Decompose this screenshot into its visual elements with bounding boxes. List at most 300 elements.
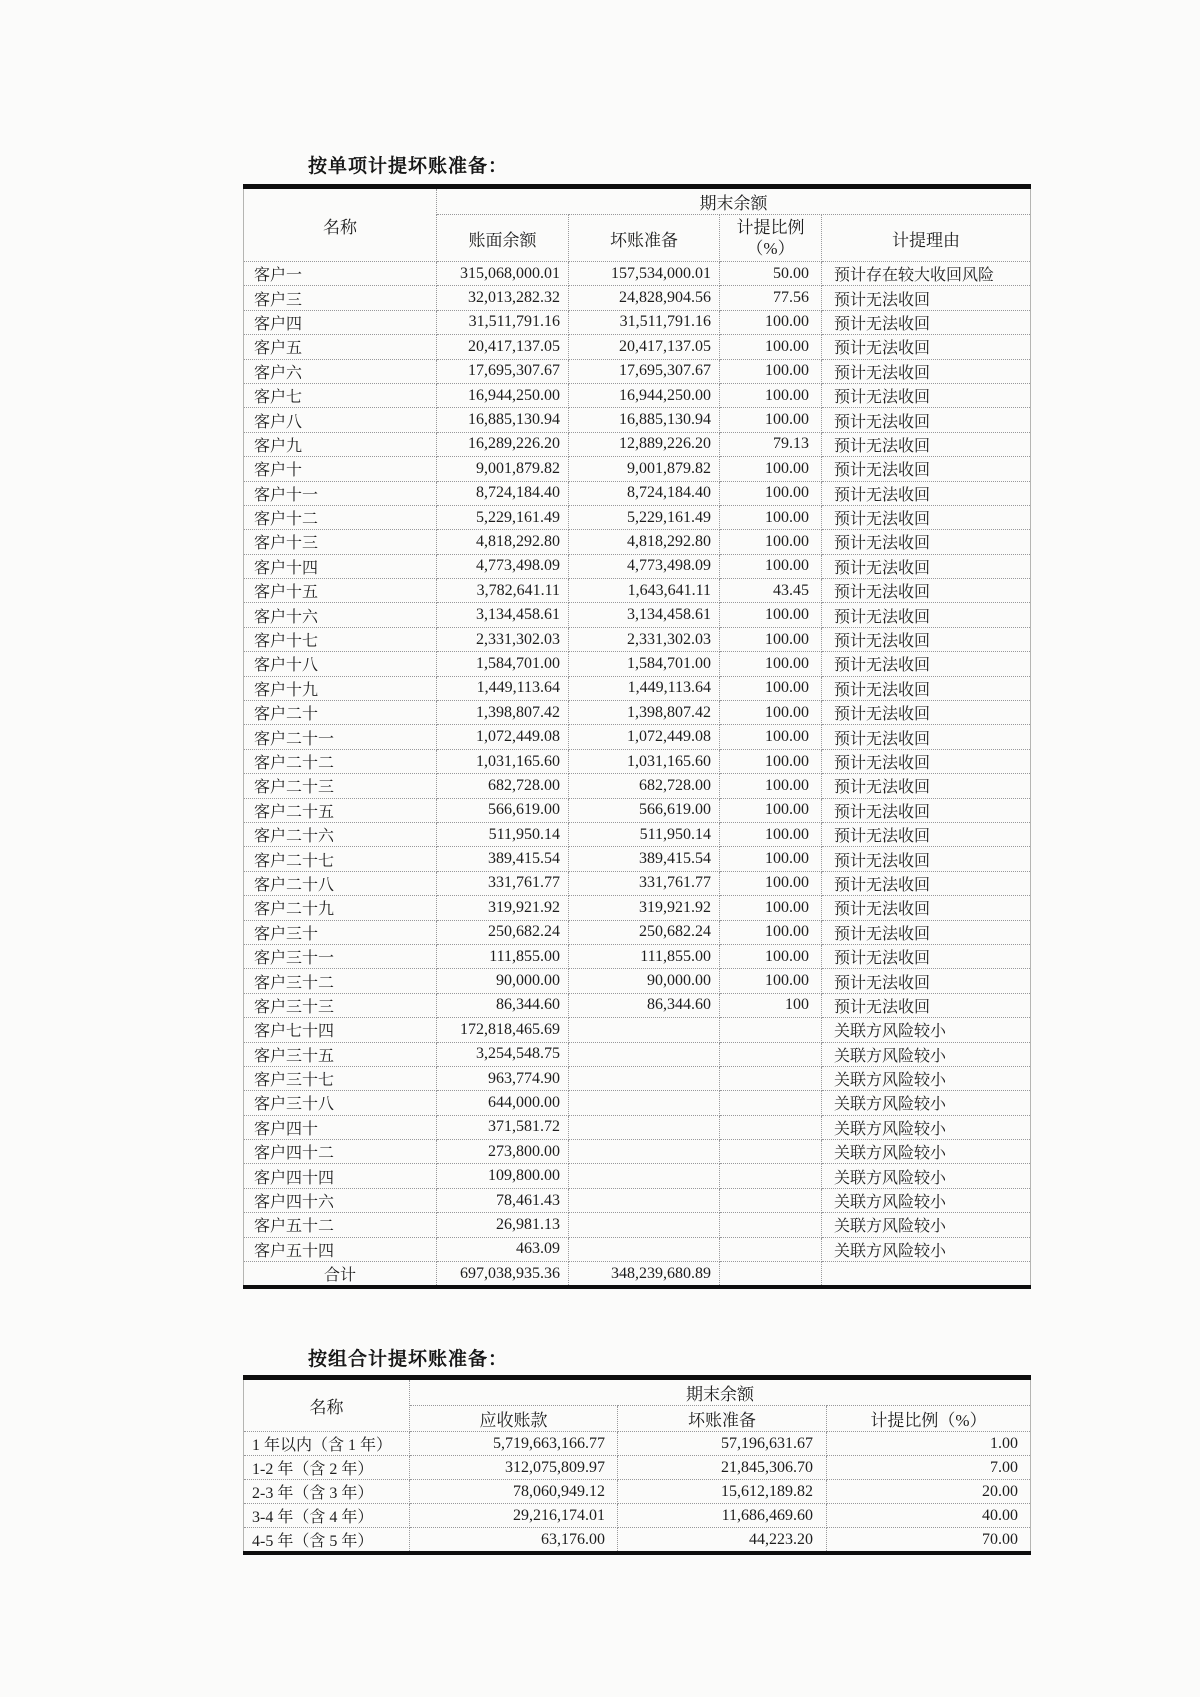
cell: 90,000.00 <box>569 969 720 993</box>
cell <box>569 1066 720 1090</box>
table-row <box>244 1066 1031 1090</box>
cell: 9,001,879.82 <box>437 457 569 481</box>
cell: 100.00 <box>720 652 822 676</box>
col-header-name: 名称 <box>244 1378 410 1432</box>
cell: 预计无法收回 <box>822 383 1031 407</box>
cell: 100 <box>720 993 822 1017</box>
cell: 关联方风险较小 <box>822 1164 1031 1188</box>
cell: 关联方风险较小 <box>822 1188 1031 1212</box>
cell: 100.00 <box>720 798 822 822</box>
cell: 7.00 <box>827 1456 1031 1480</box>
table-row <box>244 896 1031 920</box>
cell: 预计无法收回 <box>822 310 1031 334</box>
cell: 客户二十八 <box>244 871 437 895</box>
cell: 1,398,807.42 <box>569 701 720 725</box>
cell: 1,584,701.00 <box>437 652 569 676</box>
table-row <box>244 262 1031 286</box>
cell: 1 年以内（含 1 年） <box>244 1432 410 1456</box>
cell: 15,612,189.82 <box>618 1480 827 1504</box>
cell: 预计无法收回 <box>822 286 1031 310</box>
cell: 319,921.92 <box>569 896 720 920</box>
cell: 250,682.24 <box>437 920 569 944</box>
cell: 客户五 <box>244 335 437 359</box>
cell: 客户三十五 <box>244 1042 437 1066</box>
cell: 86,344.60 <box>437 993 569 1017</box>
cell: 511,950.14 <box>569 822 720 846</box>
total-reason-cell <box>822 1262 1031 1288</box>
table-row <box>244 530 1031 554</box>
individual-provision-total <box>244 1262 1031 1288</box>
cell: 客户二十二 <box>244 749 437 773</box>
cell: 预计无法收回 <box>822 579 1031 603</box>
cell <box>569 1188 720 1212</box>
cell: 1,449,113.64 <box>569 676 720 700</box>
cell: 预计无法收回 <box>822 530 1031 554</box>
col-header-bad-debt-provision: 坏账准备 <box>569 215 720 262</box>
cell: 客户五十四 <box>244 1237 437 1261</box>
cell: 2-3 年（含 3 年） <box>244 1480 410 1504</box>
cell: 20,417,137.05 <box>569 335 720 359</box>
cell: 客户三十三 <box>244 993 437 1017</box>
cell: 100.00 <box>720 969 822 993</box>
cell: 77.56 <box>720 286 822 310</box>
cell: 111,855.00 <box>569 944 720 968</box>
cell: 预计无法收回 <box>822 822 1031 846</box>
cell: 客户九 <box>244 432 437 456</box>
cell: 100.00 <box>720 847 822 871</box>
table-row <box>244 701 1031 725</box>
cell: 250,682.24 <box>569 920 720 944</box>
cell: 预计无法收回 <box>822 481 1031 505</box>
cell: 客户二十五 <box>244 798 437 822</box>
cell: 4,773,498.09 <box>569 554 720 578</box>
cell: 客户三十 <box>244 920 437 944</box>
cell: 157,534,000.01 <box>569 262 720 286</box>
cell: 客户七十四 <box>244 1018 437 1042</box>
cell: 389,415.54 <box>569 847 720 871</box>
cell: 100.00 <box>720 944 822 968</box>
table-row <box>244 1456 1031 1480</box>
cell: 70.00 <box>827 1528 1031 1554</box>
cell: 预计无法收回 <box>822 554 1031 578</box>
cell: 90,000.00 <box>437 969 569 993</box>
table-row <box>244 871 1031 895</box>
cell: 预计无法收回 <box>822 676 1031 700</box>
cell: 客户七 <box>244 383 437 407</box>
table-row <box>244 993 1031 1017</box>
cell: 客户十一 <box>244 481 437 505</box>
total-bad-debt-provision-cell: 348,239,680.89 <box>569 1262 720 1288</box>
individual-provision-table <box>243 184 1031 1289</box>
cell: 40.00 <box>827 1504 1031 1528</box>
table-row <box>244 944 1031 968</box>
cell: 客户四十六 <box>244 1188 437 1212</box>
cell <box>720 1213 822 1237</box>
cell: 预计无法收回 <box>822 725 1031 749</box>
cell <box>569 1042 720 1066</box>
cell: 预计无法收回 <box>822 847 1031 871</box>
cell: 预计无法收回 <box>822 505 1031 529</box>
cell: 预计存在较大收回风险 <box>822 262 1031 286</box>
cell: 63,176.00 <box>410 1528 618 1554</box>
cell <box>720 1237 822 1261</box>
cell: 4,773,498.09 <box>437 554 569 578</box>
header-row-period-end <box>244 1378 1031 1406</box>
table-row <box>244 432 1031 456</box>
table-row <box>244 969 1031 993</box>
cell: 客户十三 <box>244 530 437 554</box>
cell <box>720 1091 822 1115</box>
table-row <box>244 1091 1031 1115</box>
cell: 16,289,226.20 <box>437 432 569 456</box>
cell: 78,060,949.12 <box>410 1480 618 1504</box>
table-row <box>244 749 1031 773</box>
individual-provision-rows <box>244 262 1031 1262</box>
cell: 客户四十 <box>244 1115 437 1139</box>
cell: 44,223.20 <box>618 1528 827 1554</box>
cell: 963,774.90 <box>437 1066 569 1090</box>
cell: 1,449,113.64 <box>437 676 569 700</box>
table-row <box>244 1188 1031 1212</box>
cell: 31,511,791.16 <box>569 310 720 334</box>
cell: 客户十二 <box>244 505 437 529</box>
cell: 100.00 <box>720 335 822 359</box>
cell: 客户二十七 <box>244 847 437 871</box>
cell: 100.00 <box>720 774 822 798</box>
cell: 172,818,465.69 <box>437 1018 569 1042</box>
table-row <box>244 920 1031 944</box>
cell: 100.00 <box>720 481 822 505</box>
col-header-period-end-balance: 期末余额 <box>410 1378 1031 1406</box>
cell: 预计无法收回 <box>822 457 1031 481</box>
cell: 100.00 <box>720 408 822 432</box>
cell: 客户三十八 <box>244 1091 437 1115</box>
table-row <box>244 847 1031 871</box>
cell: 1,072,449.08 <box>569 725 720 749</box>
cell: 682,728.00 <box>569 774 720 798</box>
cell: 273,800.00 <box>437 1140 569 1164</box>
cell: 1.00 <box>827 1432 1031 1456</box>
section-title-individual-provision: 按单项计提坏账准备： <box>308 156 509 177</box>
table-row <box>244 1164 1031 1188</box>
cell: 预计无法收回 <box>822 652 1031 676</box>
col-header-name: 名称 <box>244 187 437 262</box>
cell: 客户十 <box>244 457 437 481</box>
table-row <box>244 1140 1031 1164</box>
table-row <box>244 310 1031 334</box>
cell: 331,761.77 <box>569 871 720 895</box>
cell: 5,229,161.49 <box>437 505 569 529</box>
cell: 24,828,904.56 <box>569 286 720 310</box>
table-row <box>244 798 1031 822</box>
cell: 关联方风险较小 <box>822 1213 1031 1237</box>
cell: 16,885,130.94 <box>569 408 720 432</box>
table-row <box>244 1115 1031 1139</box>
table-row <box>244 579 1031 603</box>
col-header-provision-ratio: 计提比例（%） <box>827 1406 1031 1432</box>
cell: 3-4 年（含 4 年） <box>244 1504 410 1528</box>
cell: 预计无法收回 <box>822 774 1031 798</box>
table-row <box>244 627 1031 651</box>
cell <box>569 1018 720 1042</box>
cell: 100.00 <box>720 603 822 627</box>
table-row <box>244 335 1031 359</box>
table-row <box>244 1432 1031 1456</box>
cell <box>569 1115 720 1139</box>
cell: 预计无法收回 <box>822 896 1031 920</box>
cell: 客户十四 <box>244 554 437 578</box>
cell: 预计无法收回 <box>822 749 1031 773</box>
cell: 预计无法收回 <box>822 603 1031 627</box>
cell: 客户十六 <box>244 603 437 627</box>
cell: 21,845,306.70 <box>618 1456 827 1480</box>
table-row <box>244 1237 1031 1261</box>
table-header <box>244 1378 1031 1432</box>
table-row <box>244 383 1031 407</box>
cell: 17,695,307.67 <box>437 359 569 383</box>
cell: 客户二十一 <box>244 725 437 749</box>
cell: 43.45 <box>720 579 822 603</box>
cell: 关联方风险较小 <box>822 1115 1031 1139</box>
cell <box>720 1066 822 1090</box>
cell: 关联方风险较小 <box>822 1066 1031 1090</box>
cell: 511,950.14 <box>437 822 569 846</box>
header-row-period-end <box>244 187 1031 215</box>
cell: 5,719,663,166.77 <box>410 1432 618 1456</box>
cell: 客户一 <box>244 262 437 286</box>
cell: 100.00 <box>720 310 822 334</box>
cell: 预计无法收回 <box>822 701 1031 725</box>
cell: 5,229,161.49 <box>569 505 720 529</box>
cell: 关联方风险较小 <box>822 1140 1031 1164</box>
cell: 644,000.00 <box>437 1091 569 1115</box>
cell: 2,331,302.03 <box>437 627 569 651</box>
cell: 17,695,307.67 <box>569 359 720 383</box>
cell: 2,331,302.03 <box>569 627 720 651</box>
cell: 319,921.92 <box>437 896 569 920</box>
cell: 9,001,879.82 <box>569 457 720 481</box>
table-row <box>244 286 1031 310</box>
cell: 客户三十一 <box>244 944 437 968</box>
cell: 566,619.00 <box>437 798 569 822</box>
cell: 100.00 <box>720 749 822 773</box>
col-header-book-balance: 账面余额 <box>437 215 569 262</box>
cell: 111,855.00 <box>437 944 569 968</box>
cell: 4-5 年（含 5 年） <box>244 1528 410 1554</box>
cell: 客户四十四 <box>244 1164 437 1188</box>
cell: 100.00 <box>720 554 822 578</box>
cell: 315,068,000.01 <box>437 262 569 286</box>
cell: 客户十八 <box>244 652 437 676</box>
cell: 预计无法收回 <box>822 408 1031 432</box>
col-header-receivables: 应收账款 <box>410 1406 618 1432</box>
cell: 预计无法收回 <box>822 359 1031 383</box>
cell: 关联方风险较小 <box>822 1018 1031 1042</box>
cell: 79.13 <box>720 432 822 456</box>
cell: 32,013,282.32 <box>437 286 569 310</box>
cell: 100.00 <box>720 822 822 846</box>
cell: 100.00 <box>720 457 822 481</box>
cell: 331,761.77 <box>437 871 569 895</box>
cell: 100.00 <box>720 896 822 920</box>
col-header-provision-ratio <box>720 215 822 262</box>
cell: 100.00 <box>720 701 822 725</box>
cell: 关联方风险较小 <box>822 1091 1031 1115</box>
cell <box>720 1115 822 1139</box>
cell: 100.00 <box>720 530 822 554</box>
cell: 客户二十三 <box>244 774 437 798</box>
table-row <box>244 408 1031 432</box>
cell: 16,944,250.00 <box>569 383 720 407</box>
cell: 50.00 <box>720 262 822 286</box>
col-header-provision-reason: 计提理由 <box>822 215 1031 262</box>
cell: 关联方风险较小 <box>822 1237 1031 1261</box>
cell: 100.00 <box>720 505 822 529</box>
cell: 客户三 <box>244 286 437 310</box>
cell <box>569 1213 720 1237</box>
cell: 1,643,641.11 <box>569 579 720 603</box>
table-row-total <box>244 1262 1031 1288</box>
table-row <box>244 457 1031 481</box>
cell: 57,196,631.67 <box>618 1432 827 1456</box>
table-row <box>244 676 1031 700</box>
cell: 682,728.00 <box>437 774 569 798</box>
cell: 客户三十二 <box>244 969 437 993</box>
cell: 100.00 <box>720 627 822 651</box>
cell: 预计无法收回 <box>822 993 1031 1017</box>
cell: 客户五十二 <box>244 1213 437 1237</box>
cell: 1,031,165.60 <box>437 749 569 773</box>
cell: 客户三十七 <box>244 1066 437 1090</box>
section-title-group-provision: 按组合计提坏账准备： <box>308 1349 509 1370</box>
cell: 1,584,701.00 <box>569 652 720 676</box>
cell <box>569 1164 720 1188</box>
cell: 预计无法收回 <box>822 969 1031 993</box>
table-row <box>244 1213 1031 1237</box>
cell: 100.00 <box>720 725 822 749</box>
cell: 16,944,250.00 <box>437 383 569 407</box>
cell: 客户二十 <box>244 701 437 725</box>
cell: 463.09 <box>437 1237 569 1261</box>
cell: 预计无法收回 <box>822 627 1031 651</box>
table-row <box>244 652 1031 676</box>
cell: 1,398,807.42 <box>437 701 569 725</box>
cell: 100.00 <box>720 676 822 700</box>
cell: 客户二十九 <box>244 896 437 920</box>
cell: 4,818,292.80 <box>569 530 720 554</box>
table-row <box>244 481 1031 505</box>
cell: 4,818,292.80 <box>437 530 569 554</box>
total-ratio-cell <box>720 1262 822 1288</box>
cell: 客户二十六 <box>244 822 437 846</box>
cell: 客户八 <box>244 408 437 432</box>
cell: 20.00 <box>827 1480 1031 1504</box>
cell: 566,619.00 <box>569 798 720 822</box>
cell <box>720 1188 822 1212</box>
group-provision-table <box>243 1375 1031 1555</box>
cell: 100.00 <box>720 383 822 407</box>
cell: 预计无法收回 <box>822 335 1031 359</box>
provision-ratio-label-line2: （%） <box>746 239 795 258</box>
cell: 3,254,548.75 <box>437 1042 569 1066</box>
table-row <box>244 359 1031 383</box>
cell: 100.00 <box>720 359 822 383</box>
col-header-bad-debt-provision: 坏账准备 <box>618 1406 827 1432</box>
provision-ratio-label-line1: 计提比例 <box>736 217 805 237</box>
cell: 86,344.60 <box>569 993 720 1017</box>
table-row <box>244 1528 1031 1554</box>
cell: 预计无法收回 <box>822 944 1031 968</box>
cell: 关联方风险较小 <box>822 1042 1031 1066</box>
cell: 3,134,458.61 <box>569 603 720 627</box>
cell: 客户四十二 <box>244 1140 437 1164</box>
table-row <box>244 822 1031 846</box>
cell: 预计无法收回 <box>822 920 1031 944</box>
cell: 8,724,184.40 <box>437 481 569 505</box>
cell: 3,782,641.11 <box>437 579 569 603</box>
table-row <box>244 603 1031 627</box>
table-row <box>244 1504 1031 1528</box>
cell: 客户十九 <box>244 676 437 700</box>
cell: 1,072,449.08 <box>437 725 569 749</box>
total-book-balance-cell: 697,038,935.36 <box>437 1262 569 1288</box>
cell: 3,134,458.61 <box>437 603 569 627</box>
cell <box>720 1042 822 1066</box>
group-provision-rows <box>244 1432 1031 1554</box>
cell: 312,075,809.97 <box>410 1456 618 1480</box>
table-row <box>244 774 1031 798</box>
table-header <box>244 187 1031 262</box>
cell: 16,885,130.94 <box>437 408 569 432</box>
cell: 29,216,174.01 <box>410 1504 618 1528</box>
cell: 预计无法收回 <box>822 432 1031 456</box>
table-row <box>244 1018 1031 1042</box>
cell: 100.00 <box>720 920 822 944</box>
total-label-cell: 合计 <box>244 1262 437 1288</box>
cell: 371,581.72 <box>437 1115 569 1139</box>
cell: 预计无法收回 <box>822 798 1031 822</box>
table-row <box>244 505 1031 529</box>
cell: 26,981.13 <box>437 1213 569 1237</box>
cell: 预计无法收回 <box>822 871 1031 895</box>
table-row <box>244 725 1031 749</box>
cell: 客户六 <box>244 359 437 383</box>
cell <box>569 1237 720 1261</box>
table-row <box>244 1480 1031 1504</box>
cell: 78,461.43 <box>437 1188 569 1212</box>
table-row <box>244 554 1031 578</box>
table-row <box>244 1042 1031 1066</box>
cell: 31,511,791.16 <box>437 310 569 334</box>
cell: 109,800.00 <box>437 1164 569 1188</box>
cell: 1,031,165.60 <box>569 749 720 773</box>
cell: 客户十七 <box>244 627 437 651</box>
cell: 客户四 <box>244 310 437 334</box>
cell <box>720 1140 822 1164</box>
cell <box>569 1140 720 1164</box>
cell <box>720 1164 822 1188</box>
cell: 8,724,184.40 <box>569 481 720 505</box>
cell: 1-2 年（含 2 年） <box>244 1456 410 1480</box>
cell: 11,686,469.60 <box>618 1504 827 1528</box>
cell: 客户十五 <box>244 579 437 603</box>
col-header-period-end-balance: 期末余额 <box>437 187 1031 215</box>
cell: 20,417,137.05 <box>437 335 569 359</box>
cell <box>569 1091 720 1115</box>
cell: 12,889,226.20 <box>569 432 720 456</box>
cell: 100.00 <box>720 871 822 895</box>
cell <box>720 1018 822 1042</box>
